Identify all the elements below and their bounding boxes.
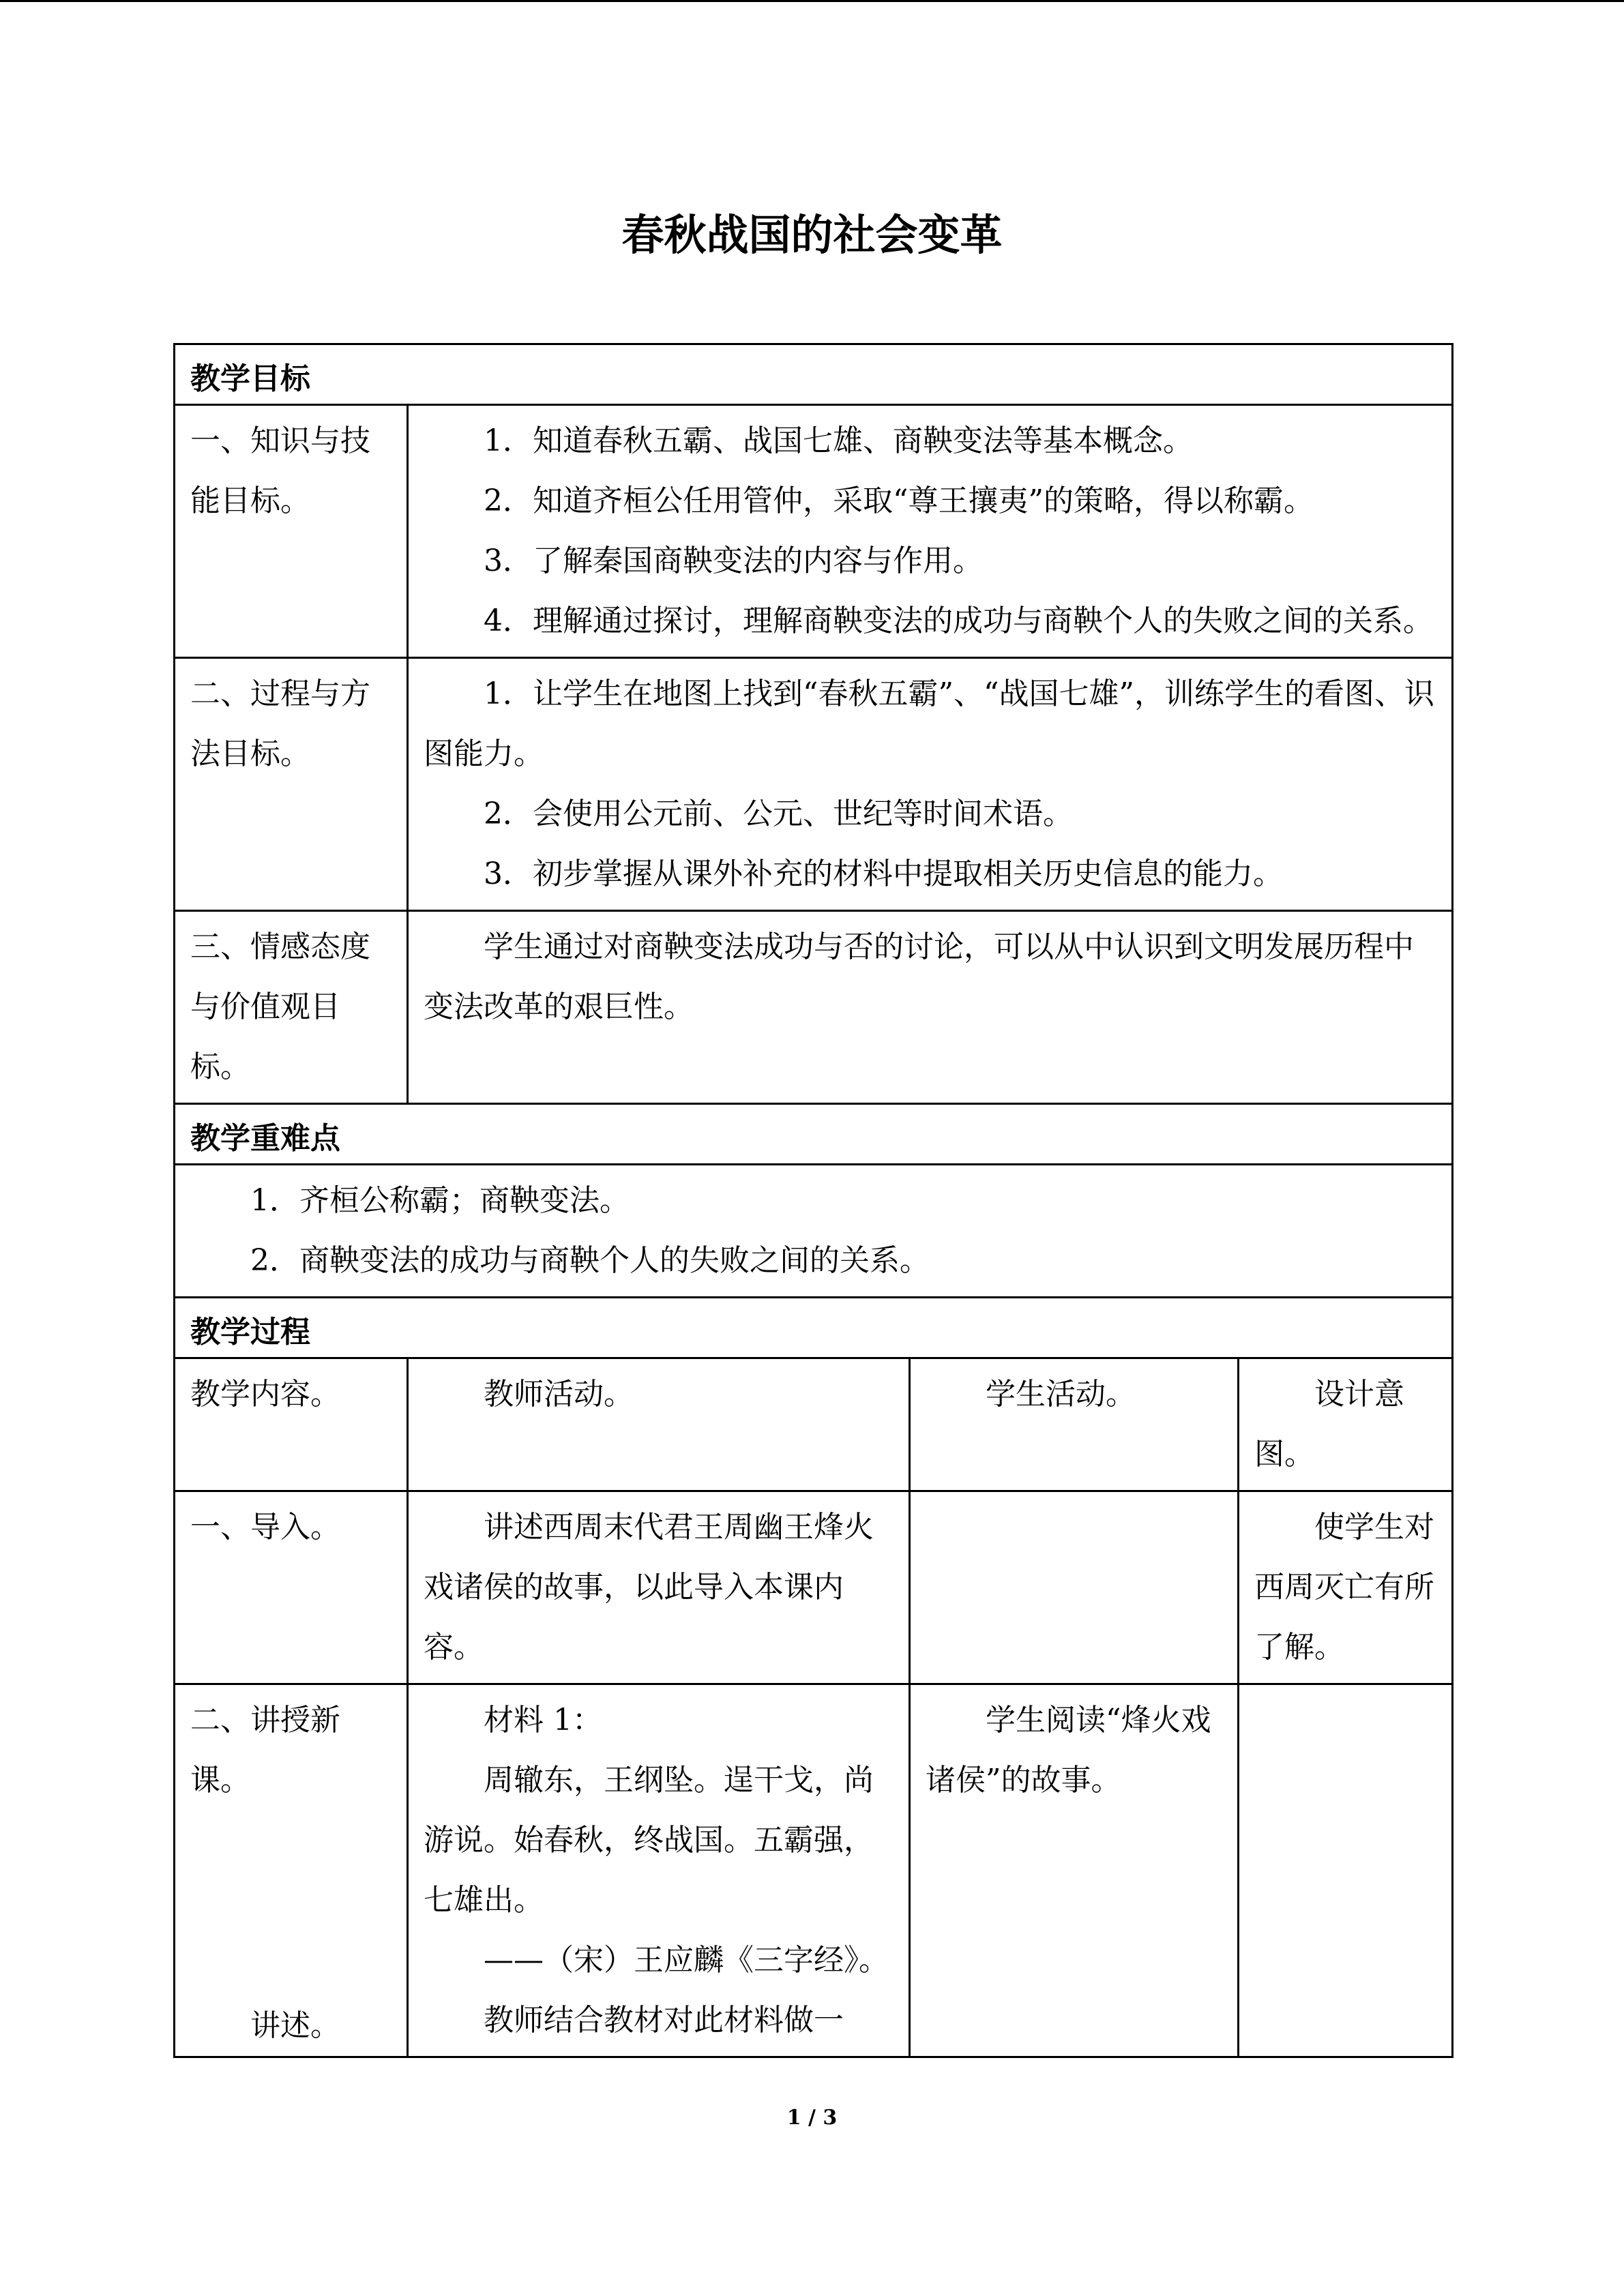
- row-content-cell: 二、讲授新课。 讲述。: [175, 1684, 408, 2057]
- page-title: 春秋战国的社会变革: [621, 210, 1003, 260]
- process-goal-label: 二、过程与方法目标。: [175, 658, 408, 911]
- column-header-intent: 设计意图。: [1239, 1358, 1453, 1491]
- top-border-line: [0, 0, 1624, 2]
- process-item: 2．会使用公元前、公元、世纪等时间术语。: [484, 796, 1073, 831]
- process-header: 教学过程: [175, 1298, 1453, 1358]
- goals-header: 教学目标: [175, 344, 1453, 405]
- row-student-cell: [910, 1491, 1239, 1684]
- column-header-teacher: 教师活动。: [408, 1358, 910, 1491]
- page-number: 1 / 3: [786, 2106, 838, 2130]
- keypoints-row: [175, 1165, 1453, 1298]
- emotion-goal-label: 三、情感态度与价值观目标。: [175, 911, 408, 1104]
- emotion-goal-content: [408, 911, 1453, 1104]
- process-header-row: [175, 1298, 1453, 1358]
- emotion-goal-row: [175, 911, 1453, 1104]
- process-item: 3．初步掌握从课外补充的材料中提取相关历史信息的能力。: [484, 856, 1283, 891]
- keypoints-header: 教学重难点: [175, 1104, 1453, 1165]
- emotion-text: 学生通过对商鞅变法成功与否的讨论，可以从中认识到文明发展历程中变法改革的艰巨性。: [424, 929, 1414, 1024]
- row-intent-cell: 使学生对西周灭亡有所了解。: [1239, 1491, 1453, 1684]
- keypoint-item: 1．齐桓公称霸；商鞅变法。: [250, 1183, 630, 1218]
- knowledge-item: 1．知道春秋五霸、战国七雄、商鞅变法等基本概念。: [484, 423, 1193, 458]
- row-student-cell: 学生阅读“烽火戏诸侯”的故事。: [910, 1684, 1239, 2057]
- table-row: [175, 1684, 1453, 2057]
- column-header-row: [175, 1358, 1453, 1491]
- goals-header-row: [175, 344, 1453, 405]
- column-header-student: 学生活动。: [910, 1358, 1239, 1491]
- lesson-plan-table: [173, 343, 1453, 2058]
- row-content-subtext: 讲述。: [250, 2008, 340, 2043]
- knowledge-goal-content: [408, 405, 1453, 658]
- row-teacher-cell: 讲述西周末代君王周幽王烽火戏诸侯的故事，以此导入本课内容。: [408, 1491, 910, 1684]
- keypoints-header-row: [175, 1104, 1453, 1165]
- column-header-content: 教学内容。: [175, 1358, 408, 1491]
- process-goal-content: [408, 658, 1453, 911]
- keypoints-content: [175, 1165, 1453, 1298]
- row-content-cell: 一、导入。: [175, 1491, 408, 1684]
- table-row: [175, 1491, 1453, 1684]
- knowledge-item: 3．了解秦国商鞅变法的内容与作用。: [484, 543, 983, 578]
- knowledge-goal-label: 一、知识与技能目标。: [175, 405, 408, 658]
- knowledge-item: 4．理解通过探讨，理解商鞅变法的成功与商鞅个人的失败之间的关系。: [484, 603, 1433, 638]
- process-goal-row: [175, 658, 1453, 911]
- knowledge-item: 2．知道齐桓公任用管仲，采取“尊王攘夷”的策略，得以称霸。: [484, 483, 1314, 518]
- process-item: 1．让学生在地图上找到“春秋五霸”、“战国七雄”，训练学生的看图、识图能力。: [424, 676, 1434, 771]
- knowledge-goal-row: [175, 405, 1453, 658]
- row-intent-cell: [1239, 1684, 1453, 2057]
- keypoint-item: 2．商鞅变法的成功与商鞅个人的失败之间的关系。: [250, 1243, 930, 1278]
- row-teacher-cell: 材料 1： 周辙东，王纲坠。逞干戈，尚游说。始春秋，终战国。五霸强，七雄出。 ——（宋）王应麟《三字经》。 教师结合教材对此材料做一: [408, 1684, 910, 2057]
